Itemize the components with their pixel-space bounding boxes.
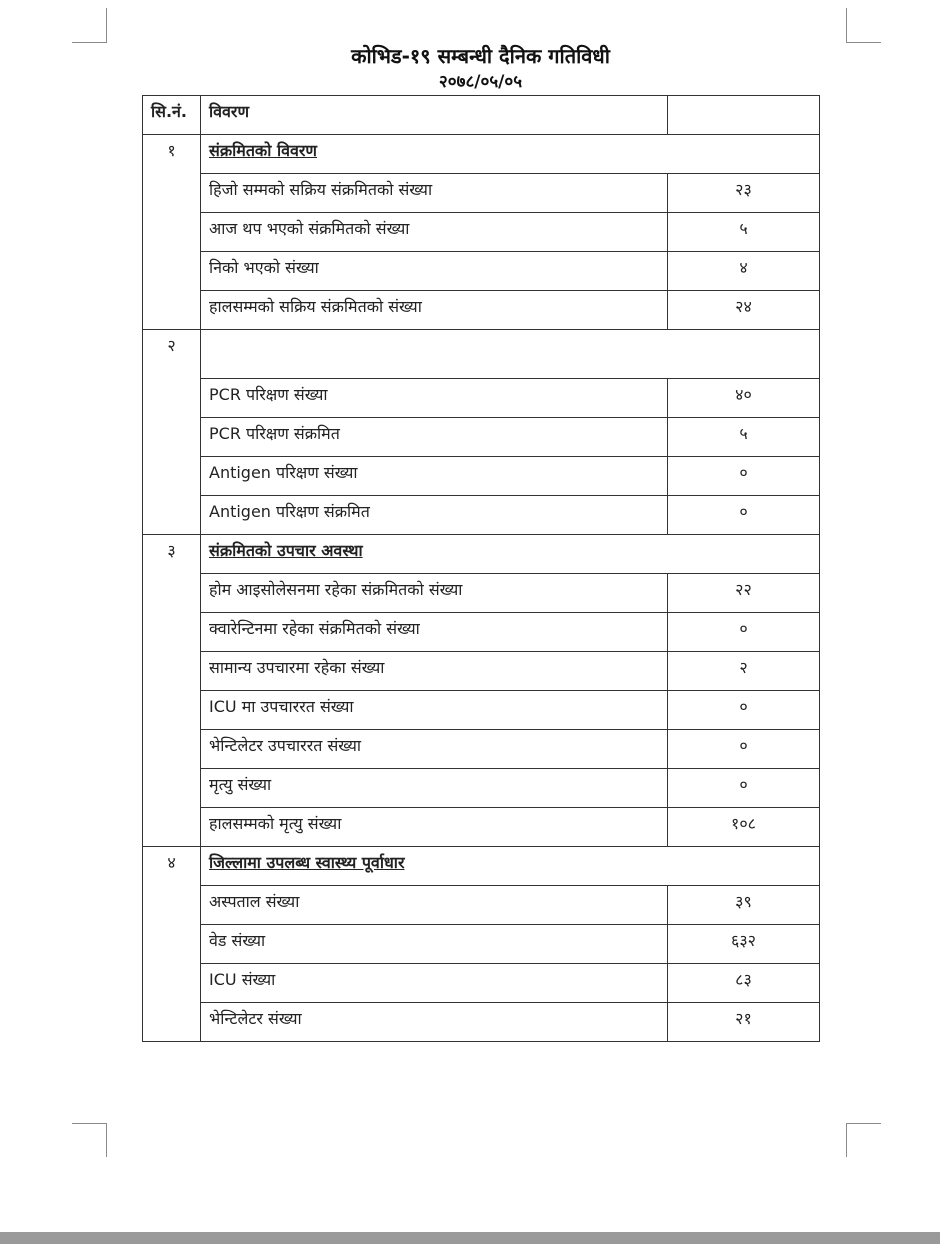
- header-sn: सि.नं.: [143, 96, 201, 135]
- table-row: [143, 964, 820, 1003]
- row-label: वेड संख्या: [201, 925, 668, 964]
- table-row: [143, 925, 820, 964]
- section-heading-row: [143, 330, 820, 379]
- row-label: सामान्य उपचारमा रहेका संख्या: [201, 652, 668, 691]
- section-heading-row: [143, 135, 820, 174]
- table-header-row: [143, 96, 820, 135]
- row-value: ०: [668, 613, 820, 652]
- row-label: भेन्टिलेटर संख्या: [201, 1003, 668, 1042]
- row-value: २३: [668, 174, 820, 213]
- table-row: [143, 379, 820, 418]
- crop-mark: [72, 42, 107, 43]
- table-row: [143, 174, 820, 213]
- row-value: १०८: [668, 808, 820, 847]
- row-value: ५: [668, 213, 820, 252]
- row-value: ४०: [668, 379, 820, 418]
- row-value: २: [668, 652, 820, 691]
- row-value: ८३: [668, 964, 820, 1003]
- row-value: २१: [668, 1003, 820, 1042]
- table-row: [143, 252, 820, 291]
- table-row: [143, 730, 820, 769]
- row-label: मृत्यु संख्या: [201, 769, 668, 808]
- section-sn: २: [143, 330, 201, 535]
- section-heading-row: [143, 847, 820, 886]
- row-value: ०: [668, 730, 820, 769]
- crop-mark: [106, 8, 107, 42]
- header-description: विवरण: [201, 96, 668, 135]
- row-value: ०: [668, 457, 820, 496]
- section-sn: ४: [143, 847, 201, 1042]
- row-label: भेन्टिलेटर उपचाररत संख्या: [201, 730, 668, 769]
- crop-mark: [846, 42, 881, 43]
- row-label: Antigen परिक्षण संक्रमित: [201, 496, 668, 535]
- row-value: ३९: [668, 886, 820, 925]
- table-row: [143, 291, 820, 330]
- row-value: २४: [668, 291, 820, 330]
- row-label: हिजो सम्मको सक्रिय संक्रमितको संख्या: [201, 174, 668, 213]
- row-label: क्वारेन्टिनमा रहेका संक्रमितको संख्या: [201, 613, 668, 652]
- row-label: आज थप भएको संक्रमितको संख्या: [201, 213, 668, 252]
- row-label: Antigen परिक्षण संख्या: [201, 457, 668, 496]
- row-label: होम आइसोलेसनमा रहेका संक्रमितको संख्या: [201, 574, 668, 613]
- row-value: ०: [668, 769, 820, 808]
- document-date: २०७८/०५/०५: [438, 72, 523, 92]
- row-label: निको भएको संख्या: [201, 252, 668, 291]
- crop-mark: [106, 1123, 107, 1157]
- row-label: ICU संख्या: [201, 964, 668, 1003]
- table-row: [143, 496, 820, 535]
- row-value: २२: [668, 574, 820, 613]
- bottom-scrollbar[interactable]: [0, 1232, 940, 1244]
- section-heading: संक्रमितको विवरण: [201, 135, 820, 174]
- row-label: PCR परिक्षण संख्या: [201, 379, 668, 418]
- report-table: [142, 95, 820, 1042]
- section-heading: संक्रमितको उपचार अवस्था: [201, 535, 820, 574]
- header-value: [668, 96, 820, 135]
- row-value: ०: [668, 496, 820, 535]
- row-label: PCR परिक्षण संक्रमित: [201, 418, 668, 457]
- row-value: ५: [668, 418, 820, 457]
- table-row: [143, 418, 820, 457]
- row-label: हालसम्मको सक्रिय संक्रमितको संख्या: [201, 291, 668, 330]
- row-value: ४: [668, 252, 820, 291]
- crop-mark: [846, 1123, 881, 1124]
- table-row: [143, 1003, 820, 1042]
- section-heading: [201, 330, 820, 379]
- table-row: [143, 574, 820, 613]
- table-row: [143, 457, 820, 496]
- table-row: [143, 213, 820, 252]
- section-sn: १: [143, 135, 201, 330]
- row-value: ०: [668, 691, 820, 730]
- section-heading: जिल्लामा उपलब्ध स्वास्थ्य पूर्वाधार: [201, 847, 820, 886]
- crop-mark: [846, 8, 847, 42]
- table-row: [143, 691, 820, 730]
- row-label: हालसम्मको मृत्यु संख्या: [201, 808, 668, 847]
- section-sn: ३: [143, 535, 201, 847]
- crop-mark: [846, 1123, 847, 1157]
- row-value: ६३२: [668, 925, 820, 964]
- report-table-body: [143, 96, 820, 1042]
- table-row: [143, 886, 820, 925]
- table-row: [143, 652, 820, 691]
- document-title: कोभिड-१९ सम्बन्धी दैनिक गतिविधी: [351, 44, 610, 68]
- crop-mark: [72, 1123, 107, 1124]
- row-label: अस्पताल संख्या: [201, 886, 668, 925]
- table-row: [143, 769, 820, 808]
- row-label: ICU मा उपचाररत संख्या: [201, 691, 668, 730]
- table-row: [143, 613, 820, 652]
- section-heading-row: [143, 535, 820, 574]
- table-row: [143, 808, 820, 847]
